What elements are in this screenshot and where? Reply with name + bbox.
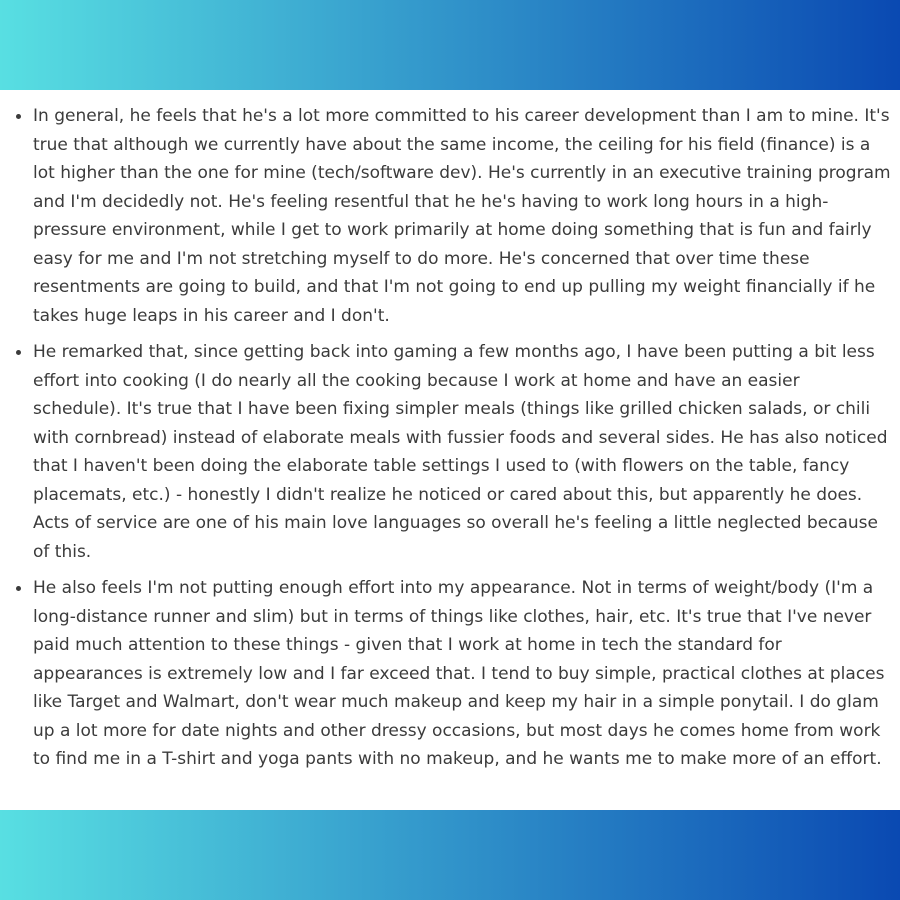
content-area [0,90,900,810]
list-item: • He also feels I'm not putting enough effort into my appearance. Not in terms of weight/body (I'm a long-distance runner and slim) but in terms of things like clothes, hair, etc. It's true that I've never paid much attention to these things - given that I work at home in tech the standard for appearances is extremely low and I far exceed that. I tend to buy simple, practical clothes at places like Target and Walmart, don't wear much makeup and keep my hair in a simple ponytail. I do glam up a lot more for date nights and other dressy occasions, but most days he comes home from work to find me in a T-shirt and yoga pants with no makeup, and he wants me to make more of an effort. [32,574,892,774]
list-item: • In general, he feels that he's a lot more committed to his career development than I am to mine. It's true that although we currently have about the same income, the ceiling for his field (finance) is a lot higher than the one for mine (tech/software dev). He's currently in an executive training program and I'm decidedly not. He's feeling resentful that he he's having to work long hours in a high-pressure environment, while I get to work primarily at home doing something that is fun and fairly easy for me and I'm not stretching myself to do more. He's concerned that over time these resentments are going to build, and that I'm not going to end up pulling my weight financially if he takes huge leaps in his career and I don't. [32,102,892,330]
bottom-gradient-band [0,810,900,900]
bullet-list [16,102,892,774]
list-item: • He remarked that, since getting back into gaming a few months ago, I have been putting a bit less effort into cooking (I do nearly all the cooking because I work at home and have an easier schedule). It's true that I have been fixing simpler meals (things like grilled chicken salads, or chili with cornbread) instead of elaborate meals with fussier foods and several sides. He has also noticed that I haven't been doing the elaborate table settings I used to (with flowers on the table, fancy placemats, etc.) - honestly I didn't realize he noticed or cared about this, but apparently he does. Acts of service are one of his main love languages so overall he's feeling a little neglected because of this. [32,338,892,566]
top-gradient-band [0,0,900,90]
